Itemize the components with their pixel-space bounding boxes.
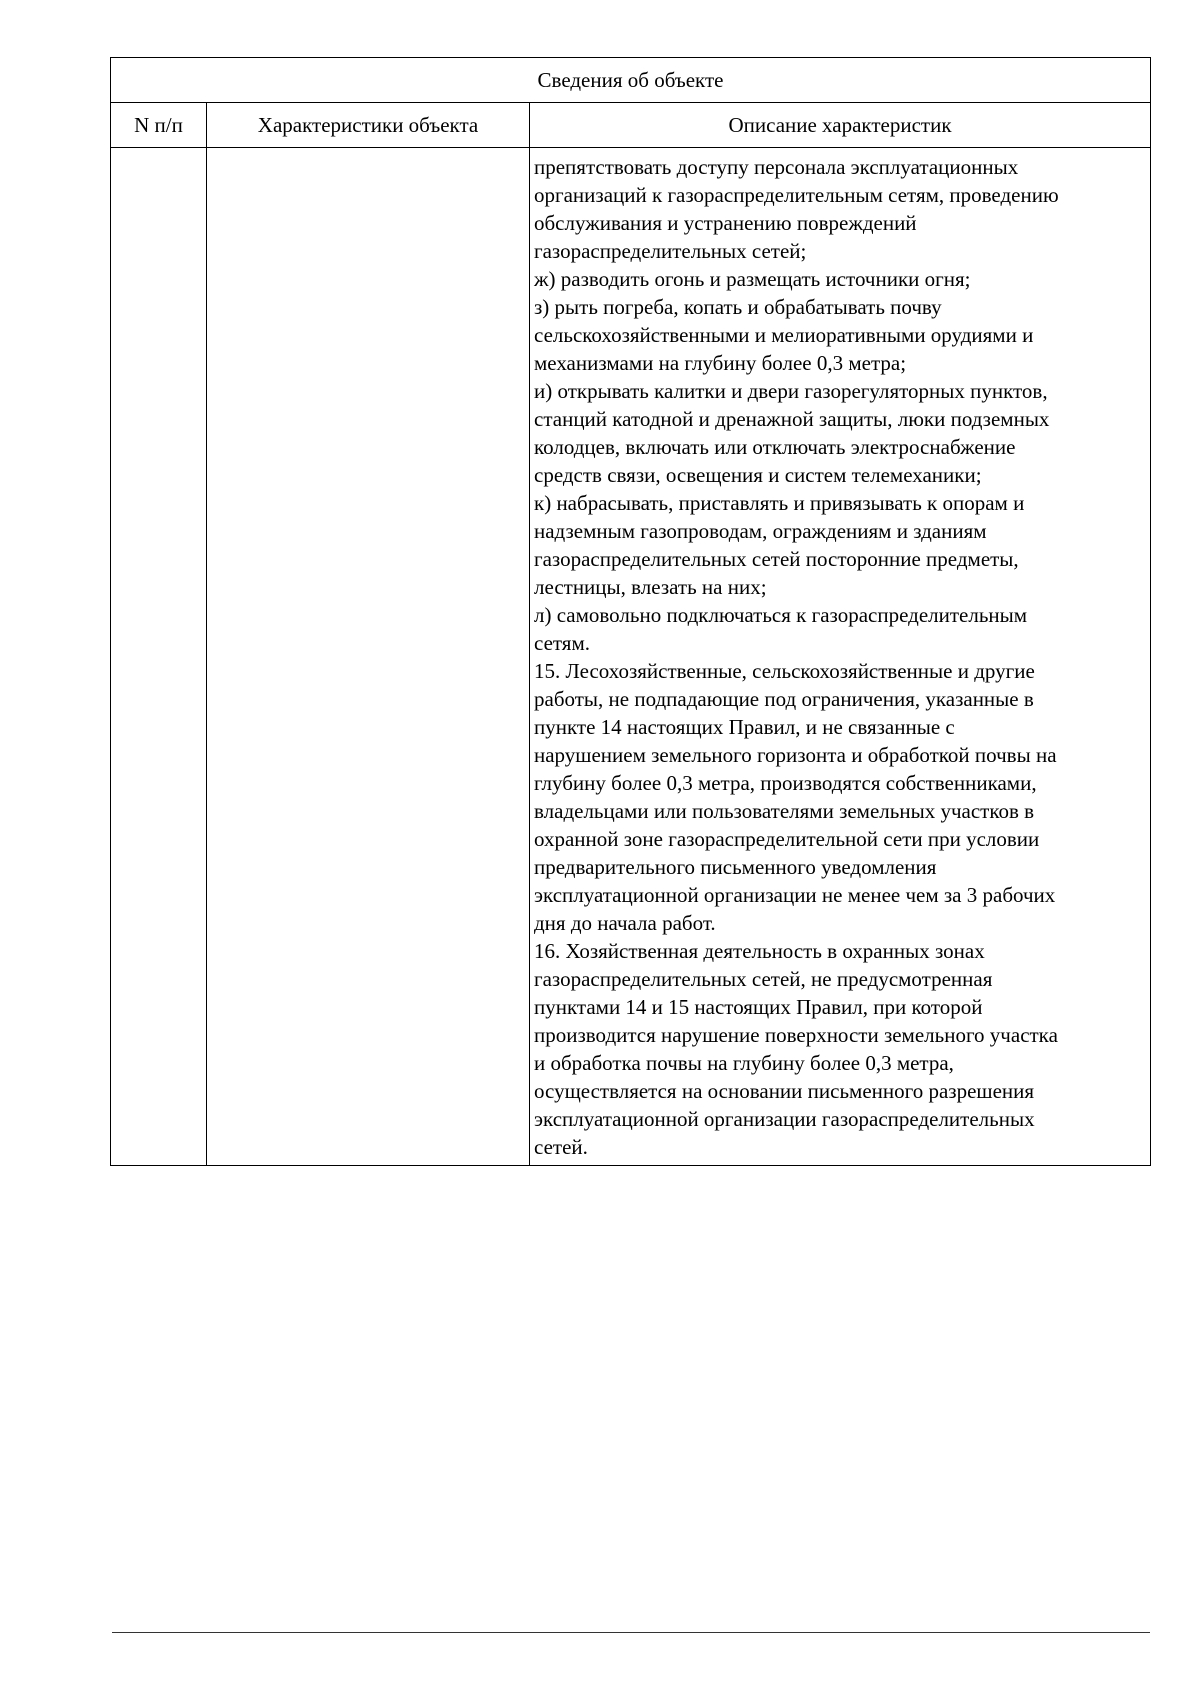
row-number-cell (111, 148, 207, 1166)
description-line: лестницы, влезать на них; (534, 575, 767, 599)
description-line: механизмами на глубину более 0,3 метра; (534, 351, 907, 375)
description-line: дня до начала работ. (534, 911, 716, 935)
description-line: охранной зоне газораспределительной сети при условии (534, 827, 1040, 851)
description-line: средств связи, освещения и систем телемеханики; (534, 463, 982, 487)
description-line: станций катодной и дренажной защиты, люки подземных (534, 407, 1050, 431)
table-title-row (111, 58, 1151, 103)
description-line: к) набрасывать, приставлять и привязывать к опорам и (534, 491, 1025, 515)
description-line: л) самовольно подключаться к газораспределительным (534, 603, 1028, 627)
description-line: предварительного письменного уведомления (534, 855, 937, 879)
description-line: газораспределительных сетей; (534, 239, 807, 263)
table-row (111, 148, 1151, 1166)
description-line: сельскохозяйственными и мелиоративными орудиями и (534, 323, 1034, 347)
description-line: и) открывать калитки и двери газорегуляторных пунктов, (534, 379, 1048, 403)
description-line: глубину более 0,3 метра, производятся собственниками, (534, 771, 1037, 795)
header-description: Описание характеристик (530, 103, 1151, 148)
description-line: осуществляется на основании письменного разрешения (534, 1079, 1035, 1103)
table-title: Сведения об объекте (111, 58, 1151, 103)
description-line: препятствовать доступу персонала эксплуатационных (534, 155, 1019, 179)
header-characteristics: Характеристики объекта (207, 103, 530, 148)
description-line: работы, не подпадающие под ограничения, указанные в (534, 687, 1034, 711)
description-line: эксплуатационной организации не менее чем за 3 рабочих (534, 883, 1056, 907)
header-number: N п/п (111, 103, 207, 148)
description-line: пункте 14 настоящих Правил, и не связанные с (534, 715, 955, 739)
description-line: организаций к газораспределительным сетям, проведению (534, 183, 1059, 207)
description-line: нарушением земельного горизонта и обработкой почвы на (534, 743, 1057, 767)
description-line: колодцев, включать или отключать электроснабжение (534, 435, 1016, 459)
description-line: газораспределительных сетей, не предусмотренная (534, 967, 993, 991)
description-line: эксплуатационной организации газораспределительных (534, 1107, 1035, 1131)
description-line: сетям. (534, 631, 590, 655)
description-line: ж) разводить огонь и размещать источники огня; (534, 267, 971, 291)
description-line: надземным газопроводам, ограждениям и зданиям (534, 519, 987, 543)
table-header-row (111, 103, 1151, 148)
description-line: обслуживания и устранению повреждений (534, 211, 917, 235)
description-line: и обработка почвы на глубину более 0,3 метра, (534, 1051, 954, 1075)
description-line: з) рыть погреба, копать и обрабатывать почву (534, 295, 942, 319)
row-description-cell (530, 148, 1151, 1166)
object-info-table (110, 57, 1151, 1166)
footer-divider (112, 1632, 1150, 1633)
description-line: пунктами 14 и 15 настоящих Правил, при которой (534, 995, 983, 1019)
description-line: производится нарушение поверхности земельного участка (534, 1023, 1058, 1047)
description-line: газораспределительных сетей посторонние предметы, (534, 547, 1019, 571)
description-line: 15. Лесохозяйственные, сельскохозяйственные и другие (534, 659, 1035, 683)
description-line: 16. Хозяйственная деятельность в охранных зонах (534, 939, 985, 963)
row-characteristics-cell (207, 148, 530, 1166)
description-line: владельцами или пользователями земельных участков в (534, 799, 1035, 823)
description-line: сетей. (534, 1135, 588, 1159)
